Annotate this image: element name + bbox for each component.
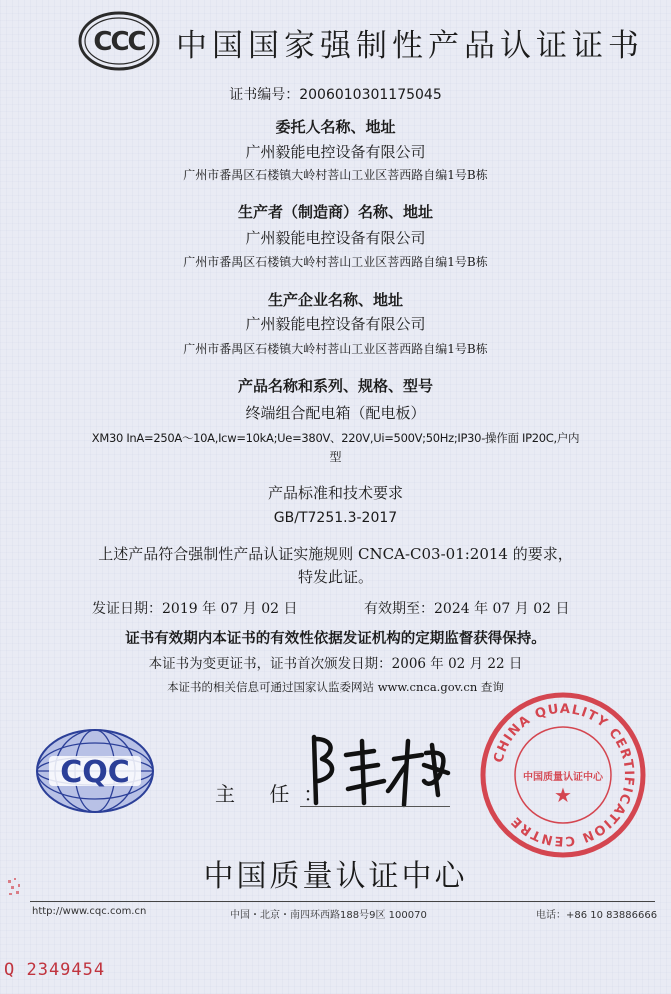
footer-divider (30, 901, 655, 902)
factory-name: 广州毅能电控设备有限公司 (245, 315, 426, 333)
footer-phone: 电话：+86 10 83886666 (536, 910, 658, 921)
cqc-logo-text: CQC (60, 755, 130, 790)
svg-text:★: ★ (554, 783, 572, 807)
director-label: 主 任： (215, 782, 338, 806)
client-address: 广州市番禺区石楼镇大岭村菩山工业区菩西路自编1号B栋 (183, 168, 488, 182)
product-name: 终端组合配电箱（配电板） (245, 404, 426, 422)
issue-date (92, 598, 298, 618)
certificate-title: 中国国家强制性产品认证证书 (176, 28, 644, 64)
query-note: 本证书的相关信息可通过国家认监委网站 www.cnca.gov.cn 查询 (167, 680, 504, 694)
ccc-logo-icon (78, 10, 160, 72)
official-seal-icon (478, 690, 648, 860)
footer-website: http://www.cqc.com.cn (32, 906, 147, 917)
issue-date-label: 发证日期： (92, 601, 162, 617)
product-spec: XM30 InA=250A～10A,Icw=10kA;Ue=380V、220V,Ui=500V;50Hz;IP30-操作面 IP20C,户内 (91, 431, 580, 445)
footer-address: 中国・北京・南四环西路188号9区 100070 (230, 910, 427, 921)
factory-address: 广州市番禺区石楼镇大岭村菩山工业区菩西路自编1号B栋 (183, 342, 488, 356)
serial-number: Q 2349454 (4, 960, 106, 980)
client-heading: 委托人名称、地址 (275, 118, 396, 136)
manufacturer-address: 广州市番禺区石楼镇大岭村菩山工业区菩西路自编1号B栋 (183, 255, 488, 269)
signature-line (300, 806, 450, 807)
certificate-number (0, 84, 671, 104)
conformity-statement: 上述产品符合强制性产品认证实施规则 CNCA-C03-01:2014 的要求， (98, 545, 573, 563)
validity-note: 证书有效期内本证书的有效性依据发证机构的定期监督获得保持。 (125, 630, 546, 647)
handwritten-signature (292, 725, 462, 815)
expiry-date-value: 2024 年 07 月 02 日 (434, 601, 570, 617)
client-name: 广州毅能电控设备有限公司 (245, 143, 426, 161)
factory-heading: 生产企业名称、地址 (267, 291, 403, 309)
certificate-number-label: 证书编号： (229, 87, 300, 103)
seal-inner-text: 中国质量认证中心 (523, 772, 603, 783)
stamp-mark-icon (6, 876, 26, 900)
certificate-number-value: 2006010301175045 (299, 87, 442, 103)
manufacturer-heading: 生产者（制造商）名称、地址 (237, 203, 433, 221)
expiry-date (364, 598, 570, 618)
product-spec-cont: 型 (329, 450, 342, 464)
product-heading: 产品名称和系列、规格、型号 (237, 377, 433, 395)
standard-heading: 产品标准和技术要求 (267, 484, 403, 502)
change-note: 本证书为变更证书，证书首次颁发日期：2006 年 02 月 22 日 (148, 656, 523, 672)
conformity-statement-cont: 特发此证。 (297, 568, 373, 586)
issuer-name: 中国质量认证中心 (203, 859, 468, 894)
manufacturer-name: 广州毅能电控设备有限公司 (245, 229, 426, 247)
expiry-date-label: 有效期至： (364, 601, 434, 617)
standard-value: GB/T7251.3-2017 (273, 510, 398, 526)
ccc-logo-text: CCC (93, 27, 145, 57)
seal-ring-text: CHINA QUALITY CERTIFICATION CENTRE (491, 701, 637, 849)
issue-date-value: 2019 年 07 月 02 日 (162, 601, 298, 617)
cqc-globe-logo-icon (35, 728, 155, 814)
